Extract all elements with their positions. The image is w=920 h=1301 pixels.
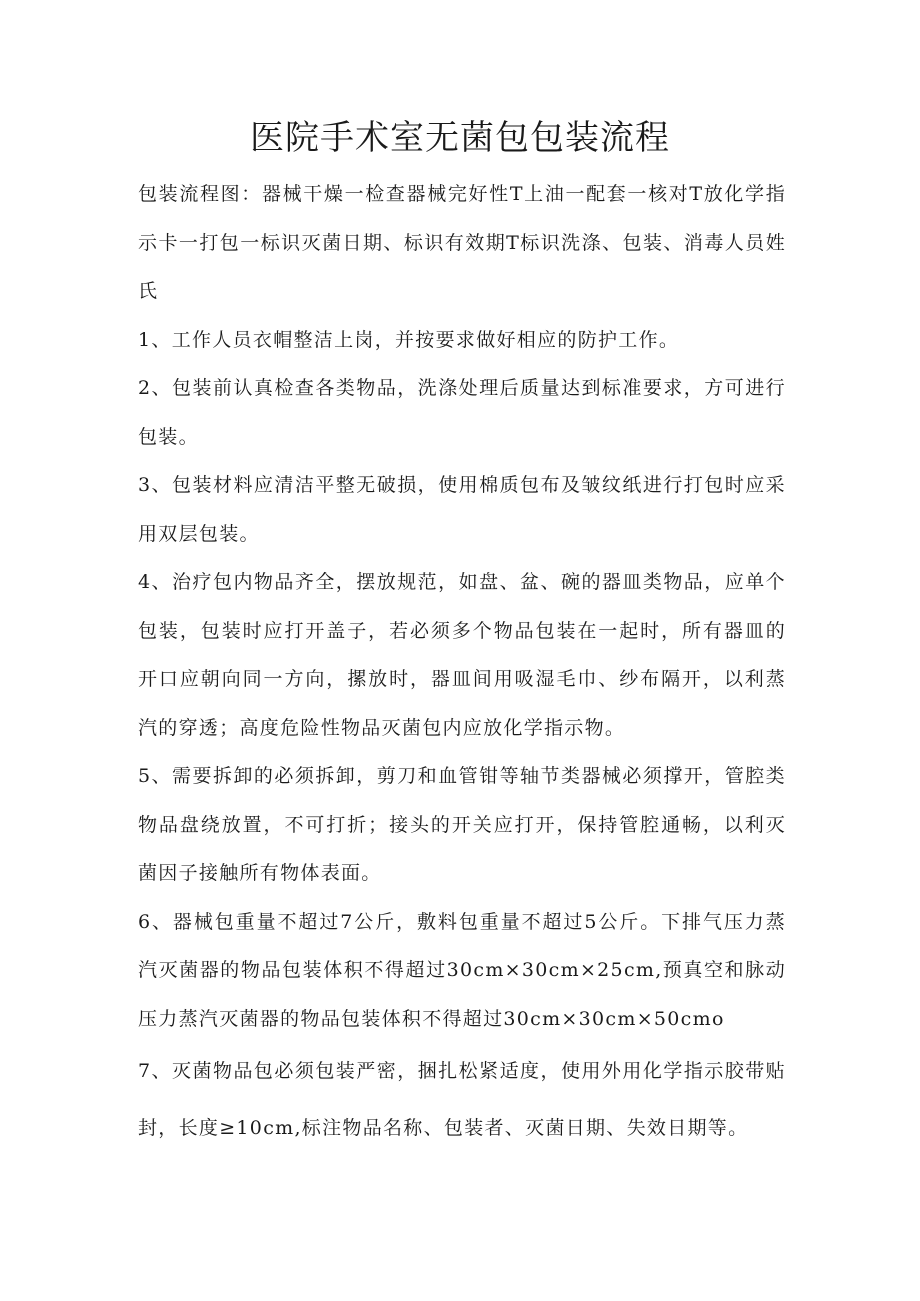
document-title: 医院手术室无菌包包装流程 bbox=[250, 118, 670, 158]
document-body bbox=[138, 170, 786, 1157]
paragraph-item-4: 4、治疗包内物品齐全，摆放规范，如盘、盆、碗的器皿类物品，应单个包装，包装时应打开盖子，若必须多个物品包装在一起时，所有器皿的开口应朝向同一方向，摞放时，器皿间用吸湿毛巾、纱布隔开，以利蒸汽的穿透；高度危险性物品灭菌包内应放化学指示物。 bbox=[138, 571, 786, 739]
paragraph-item-2: 2、包装前认真检查各类物品，洗涤处理后质量达到标准要求，方可进行包装。 bbox=[138, 377, 786, 448]
paragraph-item-1: 1、工作人员衣帽整洁上岗，并按要求做好相应的防护工作。 bbox=[138, 328, 680, 351]
paragraph-item-3: 3、包装材料应清洁平整无破损，使用棉质包布及皱纹纸进行打包时应采用双层包装。 bbox=[138, 474, 786, 545]
paragraph-item-7: 7、灭菌物品包必须包装严密，捆扎松紧适度，使用外用化学指示胶带贴封，长度≥10cm,标注物品名称、包装者、灭菌日期、失效日期等。 bbox=[138, 1060, 786, 1139]
paragraph-item-5: 5、需要拆卸的必须拆卸，剪刀和血管钳等轴节类器械必须撑开，管腔类物品盘绕放置，不可打折；接头的开关应打开，保持管腔通畅，以利灭菌因子接触所有物体表面。 bbox=[138, 765, 786, 884]
paragraph-flow-chart: 包装流程图：器械干燥一检查器械完好性T上油一配套一核对T放化学指示卡一打包一标识灭菌日期、标识有效期T标识洗涤、包装、消毒人员姓氏 bbox=[138, 183, 786, 302]
paragraph-item-6: 6、器械包重量不超过7公斤，敷料包重量不超过5公斤。下排气压力蒸汽灭菌器的物品包装体积不得超过30cm×30cm×25cm,预真空和脉动压力蒸汽灭菌器的物品包装体积不得超过30cm×30cm×50cmo bbox=[138, 910, 786, 1030]
